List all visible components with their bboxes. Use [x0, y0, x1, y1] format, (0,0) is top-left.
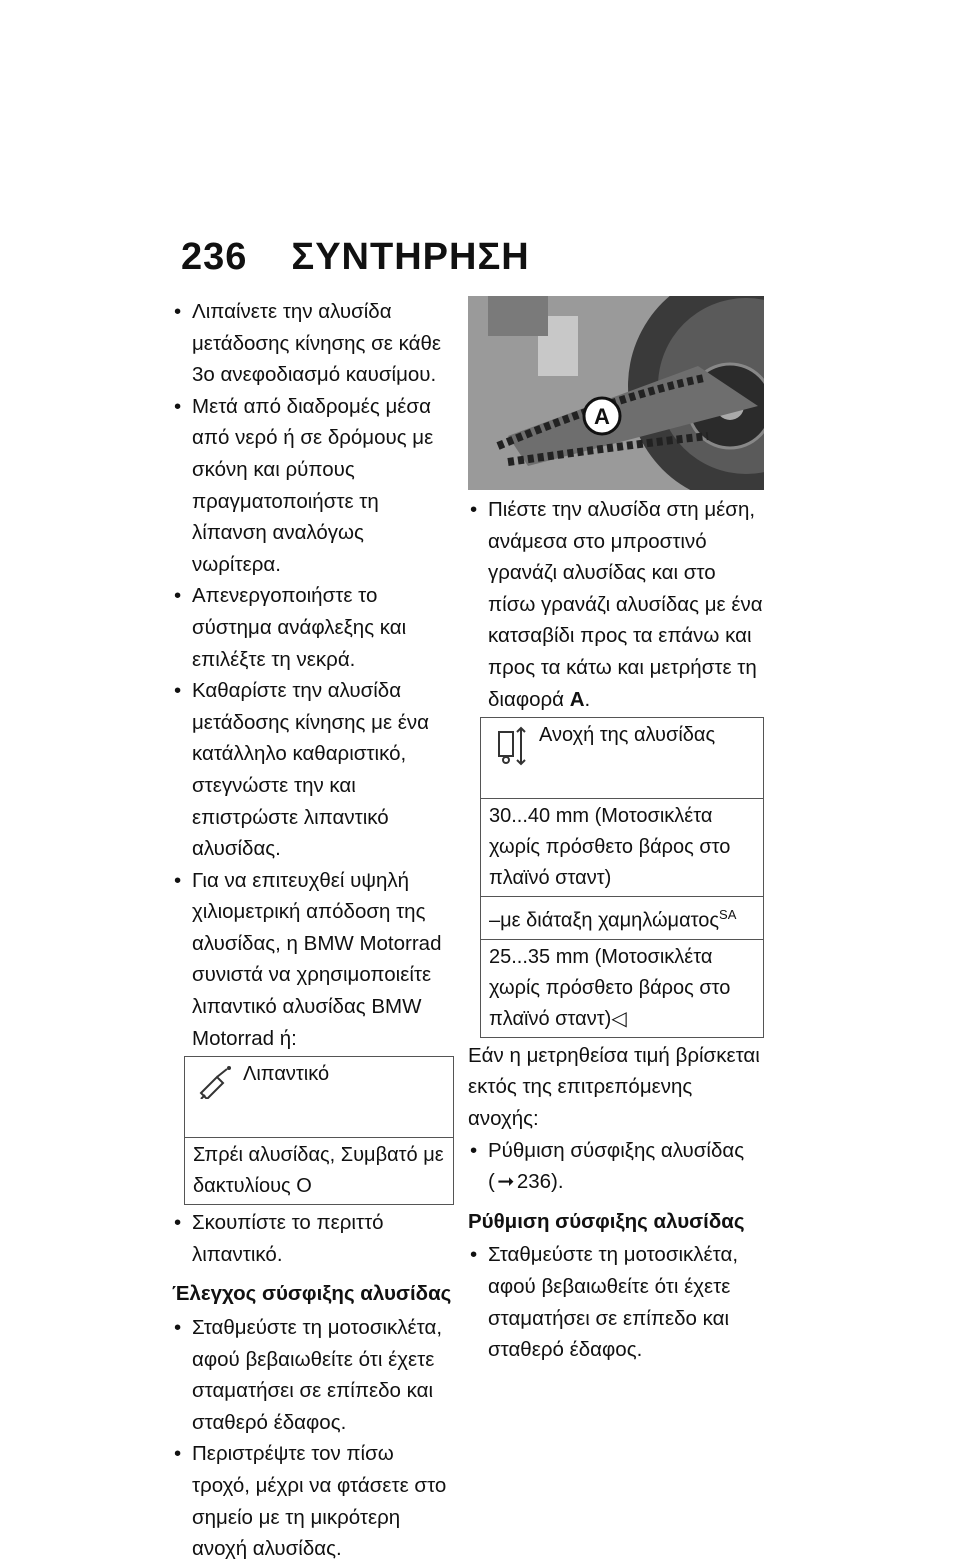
list-item: • Μετά από διαδρομές μέσα από νερό ή σε δρόμους με σκόνη και ρύπους πραγματοποιήστε τη λίπανση αναλόγως νωρίτερα.: [172, 391, 454, 581]
cross-ref-page[interactable]: 236).: [516, 1170, 564, 1194]
lubricant-box-header: [185, 1057, 453, 1137]
section-title: Έλεγχος σύσφιξης αλυσίδας: [172, 1282, 452, 1306]
list-item: • Σκουπίστε το περιττό λιπαντικό.: [172, 1207, 454, 1270]
tolerance-value-lowered-text: 25...35 mm (Μοτοσικλέτα χωρίς πρόσθετο βάρος στο πλαϊνό σταντ): [489, 945, 731, 1030]
list-item: • Λιπαίνετε την αλυσίδα μετάδοσης κίνησης σε κάθε 3ο ανεφοδιασμό καυσίμου.: [172, 296, 454, 391]
measure-icon: [493, 726, 529, 766]
paragraph: Εάν η μετρηθείσα τιμή βρίσκεται εκτός της επιτρεπόμενης ανοχής:: [468, 1043, 760, 1130]
sentence-end: .: [584, 687, 591, 711]
list-item: [468, 1135, 764, 1198]
oil-can-icon: [197, 1065, 233, 1099]
arrow-right-icon: ➞: [497, 1170, 515, 1194]
lubricant-box-value: Σπρέι αλυσίδας, Συμβατό με δακτυλίους O: [185, 1137, 453, 1204]
page-number: 236: [181, 236, 248, 278]
tolerance-box: [480, 717, 764, 1038]
lubricant-box-title: Λιπαντικό: [243, 1063, 330, 1086]
end-mark-icon: ◁: [611, 1007, 627, 1030]
tolerance-value-standard: 30...40 mm (Μοτοσικλέτα χωρίς πρόσθετο βάρος στο πλαϊνό σταντ): [481, 798, 763, 896]
ref-letter: A: [569, 687, 585, 711]
list-item: • Περιστρέψτε τον πίσω τροχό, μέχρι να φτάσετε στο σημείο με τη μικρότερη ανοχή αλυσίδας.: [172, 1438, 454, 1564]
tolerance-box-title: Ανοχή της αλυσίδας: [539, 724, 716, 747]
cross-ref-text: Ρύθμιση σύσφιξης αλυσίδας: [488, 1138, 745, 1162]
list-item: • Σταθμεύστε τη μοτοσικλέτα, αφού βεβαιωθείτε ότι έχετε σταματήσει σε επίπεδο και σταθερό έδαφος.: [468, 1239, 764, 1365]
right-column: [468, 296, 764, 1366]
lowering-option: [481, 896, 763, 939]
lubricant-box: [184, 1056, 454, 1205]
chain-photo-illustration: [468, 296, 764, 490]
list-item: [468, 494, 764, 715]
section-title: Ρύθμιση σύσφιξης αλυσίδας: [468, 1209, 745, 1233]
list-item: • Καθαρίστε την αλυσίδα μετάδοσης κίνησης με ένα κατάλληλο καθαριστικό, στεγνώστε την και επιστρώστε λιπαντικό αλυσίδας.: [172, 675, 454, 865]
list-item: • Σταθμεύστε τη μοτοσικλέτα, αφού βεβαιωθείτε ότι έχετε σταματήσει σε επίπεδο και σταθερό έδαφος.: [172, 1312, 454, 1438]
lowering-option-label: –με διάταξη χαμηλώματος: [489, 909, 720, 932]
chain-photo: [468, 296, 764, 490]
list-item: • Απενεργοποιήστε το σύστημα ανάφλεξης και επιλέξτε τη νεκρά.: [172, 580, 454, 675]
tolerance-value-lowered: [481, 939, 763, 1037]
list-item: • Για να επιτευχθεί υψηλή χιλιομετρική απόδοση της αλυσίδας, η BMW Motorrad συνιστά να χρησιμοποιείτε λιπαντικό αλυσίδας BMW Motorrad ή:: [172, 865, 454, 1055]
photo-label: A: [594, 404, 610, 429]
left-column: [172, 296, 454, 1565]
press-chain-text: Πιέστε την αλυσίδα στη μέση, ανάμεσα στο μπροστινό γρανάζι αλυσίδας και στο πίσω γρανάζι αλυσίδας με ένα κατσαβίδι προς τα επάνω και προς τα κάτω και μετρήστε τη διαφορά: [488, 498, 763, 711]
special-accessory-mark: SA: [719, 907, 737, 923]
page-title: ΣΥΝΤΗΡΗΣΗ: [291, 236, 530, 278]
tolerance-box-header: [481, 718, 763, 798]
cross-ref-open: (: [488, 1170, 495, 1194]
page-header: [181, 236, 530, 279]
